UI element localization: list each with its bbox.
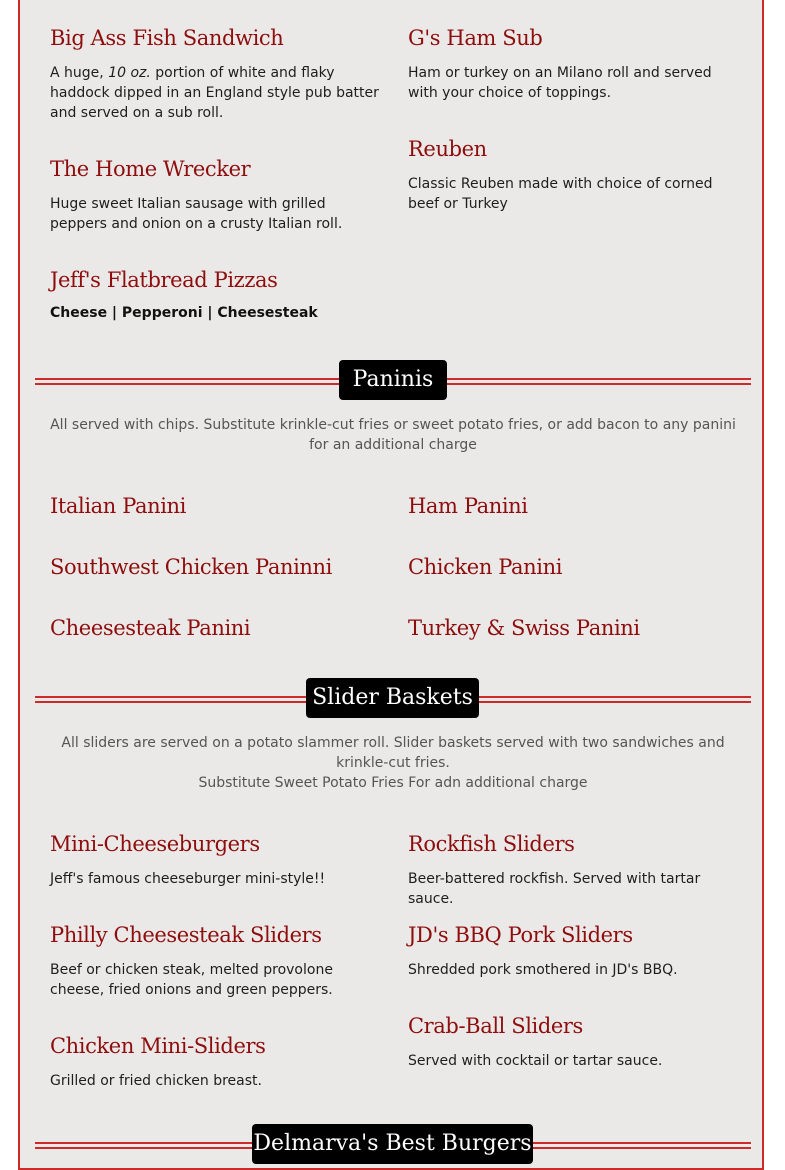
section-heading-paninis: Paninis bbox=[339, 360, 447, 400]
item-title: Chicken Panini bbox=[408, 555, 563, 579]
item-title: Crab-Ball Sliders bbox=[408, 1014, 583, 1038]
item-title: Reuben bbox=[408, 137, 487, 161]
item-title: Jeff's Flatbread Pizzas bbox=[50, 268, 278, 292]
item-title: Italian Panini bbox=[50, 494, 186, 518]
item-title: Big Ass Fish Sandwich bbox=[50, 26, 284, 50]
item-title: Mini-Cheeseburgers bbox=[50, 832, 260, 856]
item-description: Ham or turkey on an Milano roll and served with your choice of toppings. bbox=[408, 65, 712, 101]
section-heading-slider-baskets: Slider Baskets bbox=[306, 678, 479, 718]
section-note: All served with chips. Substitute krinkle-cut fries or sweet potato fries, or add bacon to any panini for an additional charge bbox=[50, 417, 736, 453]
item-description: Classic Reuben made with choice of corned beef or Turkey bbox=[408, 176, 713, 212]
item-title: The Home Wrecker bbox=[50, 157, 251, 181]
item-title: G's Ham Sub bbox=[408, 26, 543, 50]
item-description: Huge sweet Italian sausage with grilled peppers and onion on a crusty Italian roll. bbox=[50, 196, 343, 232]
item-title: Southwest Chicken Paninni bbox=[50, 555, 332, 579]
section-heading-burgers: Delmarva's Best Burgers bbox=[252, 1124, 533, 1164]
item-description: Beef or chicken steak, melted provolone cheese, fried onions and green peppers. bbox=[50, 962, 333, 998]
item-title: Philly Cheesesteak Sliders bbox=[50, 923, 322, 947]
section-note: All sliders are served on a potato slammer roll. Slider baskets served with two sandwiches and krinkle-cut fries. bbox=[61, 735, 725, 771]
item-title: Rockfish Sliders bbox=[408, 832, 575, 856]
item-description: Beer-battered rockfish. Served with tartar sauce. bbox=[408, 871, 701, 907]
item-title: Chicken Mini-Sliders bbox=[50, 1034, 266, 1058]
item-title: Ham Panini bbox=[408, 494, 528, 518]
item-title: Turkey & Swiss Panini bbox=[408, 616, 640, 640]
item-description: Jeff's famous cheeseburger mini-style!! bbox=[50, 871, 326, 887]
item-description: Grilled or fried chicken breast. bbox=[50, 1073, 262, 1089]
item-title: JD's BBQ Pork Sliders bbox=[408, 923, 633, 947]
item-description: Served with cocktail or tartar sauce. bbox=[408, 1053, 663, 1069]
item-description: Shredded pork smothered in JD's BBQ. bbox=[408, 962, 678, 978]
pizza-options: Cheese | Pepperoni | Cheesesteak bbox=[50, 305, 318, 321]
item-title: Cheesesteak Panini bbox=[50, 616, 251, 640]
item-description: A huge, 10 oz. portion of white and flaky haddock dipped in an England style pub batter and served on a sub roll. bbox=[50, 65, 379, 121]
section-note: Substitute Sweet Potato Fries For adn additional charge bbox=[198, 775, 588, 791]
